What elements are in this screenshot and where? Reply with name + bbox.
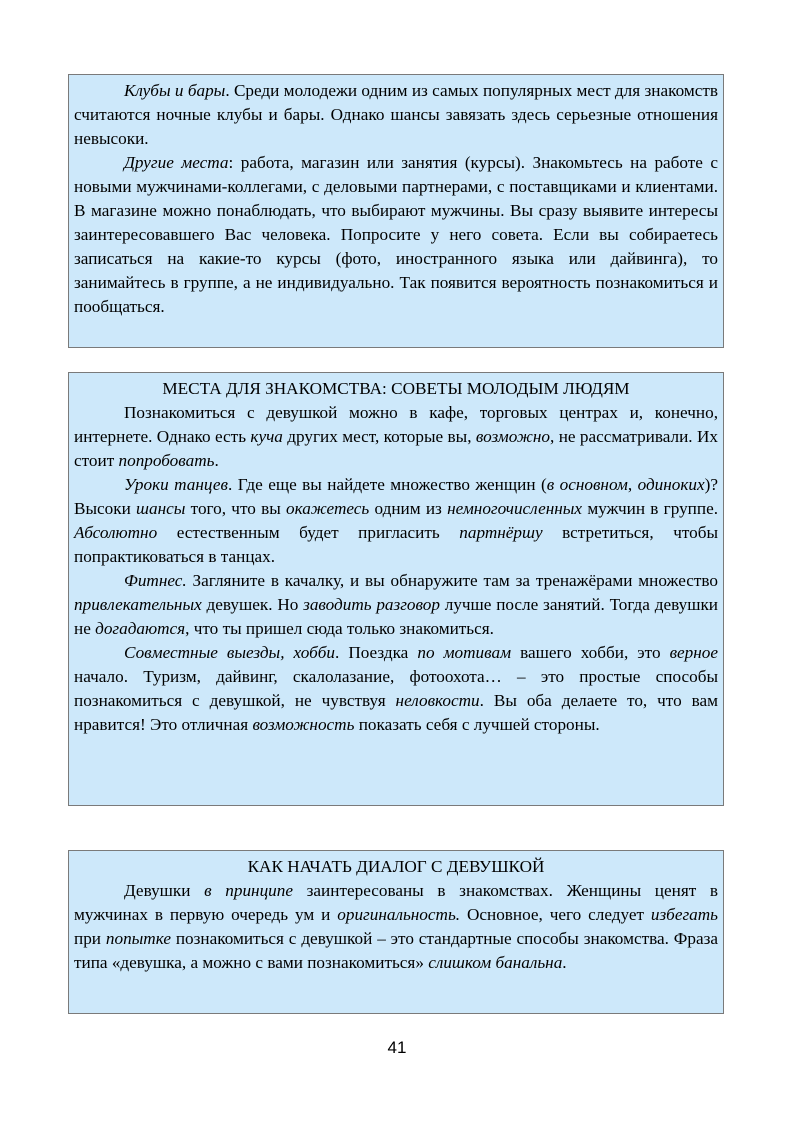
text-run: , не рассматривали. Их стоит	[74, 427, 718, 470]
italic-text: одиноких	[637, 475, 705, 494]
text-run: одним из	[369, 499, 448, 518]
italic-text: догадаются	[95, 619, 186, 638]
italic-text: окажетесь	[286, 499, 370, 518]
italic-text: шансы	[136, 499, 186, 518]
text-run: девушек. Но	[201, 595, 304, 614]
text-run: : работа, магазин или занятия (курсы). Знакомьтесь на работе с новыми мужчинами-коллегами, с деловыми партнерами, с поставщиками и клиентами. В магазине можно понаблюдать, что выбирают мужчины. Вы сразу выявите интересы заинтересовавшего Вас человека. Попросите у него совета. Если вы собираетесь записаться на какие-то курсы (фото, иностранного языка или дайвинга), то занимайтесь в группе, а не индивидуально. Так появится вероятность познакомиться и пообщаться.	[74, 153, 718, 316]
paragraph	[74, 569, 718, 641]
page-number: 41	[387, 1038, 407, 1057]
text-box-start-dialog	[68, 850, 724, 1014]
italic-text: возможность	[252, 715, 355, 734]
italic-text: слишком банальна	[428, 953, 563, 972]
italic-text: попытке	[105, 929, 171, 948]
italic-text: возможно	[475, 427, 551, 446]
text-box-meeting-places	[68, 372, 724, 806]
text-run: мужчин в группе.	[582, 499, 718, 518]
italic-text: Абсолютно	[74, 523, 158, 542]
italic-text: по мотивам	[417, 643, 512, 662]
paragraph	[74, 879, 718, 975]
text-run: других мест, которые вы,	[282, 427, 476, 446]
italic-text: в основном	[546, 475, 628, 494]
text-run: познакомиться с девушкой – это стандартные способы знакомства. Фраза типа «девушка, а можно с вами познакомиться»	[74, 929, 718, 972]
text-run: лучше после занятий. Тогда девушки не	[74, 595, 718, 638]
italic-text: Клубы и бары	[124, 81, 226, 100]
paragraph	[74, 401, 718, 473]
text-run: заинтересованы в знакомствах. Женщины ценят в мужчинах в первую очередь ум и	[74, 881, 719, 924]
text-run: . Где еще вы найдете множество женщин (	[228, 475, 547, 494]
italic-text: партнёршу	[459, 523, 543, 542]
italic-text: оригинальность.	[337, 905, 461, 924]
italic-text: верное	[669, 643, 719, 662]
text-run: встретиться, чтобы попрактиковаться в танцах.	[74, 523, 719, 566]
text-run: . Среди молодежи одним из самых популярных мест для знакомств считаются ночные клубы и бары. Однако шансы завязать здесь серьезные отношения невысоки.	[74, 81, 718, 148]
italic-text: Совместные выезды, хобби	[124, 643, 335, 662]
paragraph	[74, 151, 718, 319]
italic-text: неловкости	[395, 691, 480, 710]
section3-body	[74, 879, 718, 975]
text-run: показать себя с лучшей стороны.	[354, 715, 600, 734]
italic-text: Уроки танцев	[124, 475, 229, 494]
text-run: , что ты пришел сюда только знакомиться.	[185, 619, 494, 638]
text-run: .	[214, 451, 219, 470]
text-run: естественным будет пригласить	[157, 523, 460, 542]
text-run: Девушки	[124, 881, 205, 900]
italic-text: куча	[250, 427, 283, 446]
text-box-clubs-other-places	[68, 74, 724, 348]
text-run: того, что вы	[185, 499, 286, 518]
text-run: . Вы оба делаете то, что вам нравится! Это отличная	[74, 691, 718, 734]
section2-body	[74, 401, 718, 737]
paragraph	[74, 79, 718, 151]
paragraph	[74, 473, 718, 569]
text-run: вашего хобби, это	[511, 643, 670, 662]
italic-text: избегать	[650, 905, 718, 924]
text-run: Основное, чего следует	[460, 905, 651, 924]
text-run: ,	[627, 475, 638, 494]
text-run: .	[562, 953, 567, 972]
text-run: при	[74, 929, 106, 948]
italic-text: попробовать	[118, 451, 215, 470]
text-run: Познакомиться с девушкой можно в кафе, торговых центрах и, конечно, интернете. Однако есть	[74, 403, 718, 446]
italic-text: немногочисленных	[447, 499, 583, 518]
italic-text: заводить разговор	[303, 595, 440, 614]
italic-text: в принципе	[204, 881, 293, 900]
italic-text: Фитнес.	[124, 571, 187, 590]
section2-title: МЕСТА ДЛЯ ЗНАКОМСТВА: СОВЕТЫ МОЛОДЫМ ЛЮДЯМ	[162, 379, 630, 398]
text-run: )? Высоки	[74, 475, 719, 518]
section1-body	[74, 79, 718, 319]
italic-text: привлекательных	[74, 595, 202, 614]
text-run: начало. Туризм, дайвинг, скалолазание, фотоохота… – это простые способы познакомиться с девушкой, не чувствуя	[74, 667, 718, 710]
text-run: . Поездка	[334, 643, 418, 662]
paragraph	[74, 641, 718, 737]
italic-text: Другие места	[124, 153, 229, 172]
text-run: Загляните в качалку, и вы обнаружите там за тренажёрами множество	[186, 571, 718, 590]
section3-title: КАК НАЧАТЬ ДИАЛОГ С ДЕВУШКОЙ	[247, 857, 545, 876]
